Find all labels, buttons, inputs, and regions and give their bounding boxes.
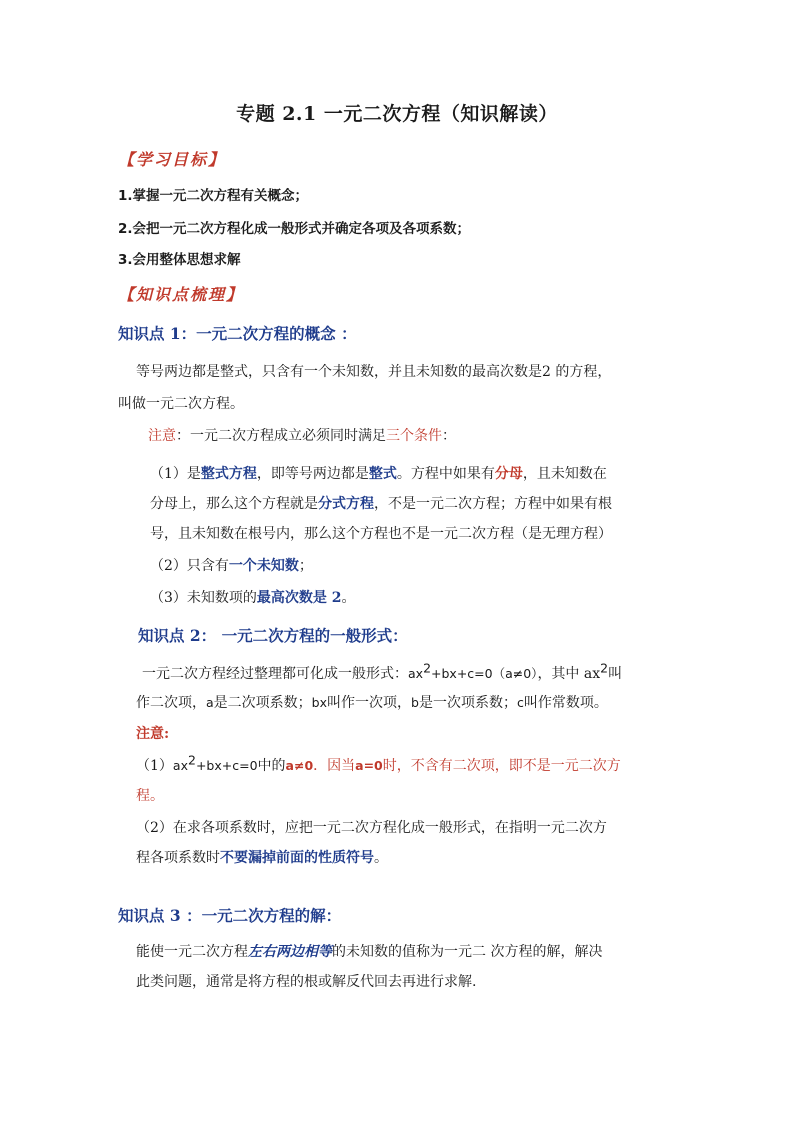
kp1-condition-1-line-1 — [150, 464, 710, 484]
c3-suffix: 。 — [341, 590, 356, 606]
kp2-n1-g: a=0 — [355, 758, 383, 773]
note-label: 注意 — [148, 428, 176, 444]
kp3-l1-c: 的未知数的值称为一元二 次方程的解，解决 — [332, 944, 603, 960]
kp2-l2-g: 是一次项系数； — [418, 695, 517, 711]
c1-text: ，即等号两边都是 — [256, 466, 369, 482]
kp2-n1-a: （1） — [136, 758, 173, 774]
c2-suffix: ； — [298, 558, 313, 574]
c1-text-5: ，不是一元二次方程；方程中如果有根 — [374, 496, 612, 512]
kp2-n2-d: 。 — [374, 850, 388, 866]
kp2-line-2 — [136, 693, 696, 713]
kp1-condition-3 — [150, 588, 710, 608]
kp2-note-label: 注意: — [136, 726, 170, 742]
kp2-text-2: ，其中 ax — [537, 666, 601, 682]
note-colon: ： — [442, 428, 456, 444]
c1-integral-equation: 整式方程 — [200, 466, 257, 482]
c3-prefix: （3）未知数项的 — [150, 590, 257, 606]
kp2-l2-c: 是二次项系数； — [213, 695, 312, 711]
kp1-note — [148, 426, 708, 446]
kp2-n2-b: 程各项系数时 — [136, 850, 220, 866]
kp2-l2-b: a — [206, 695, 214, 710]
kp2-n1-d: 中的 — [257, 758, 286, 774]
kp2-l2-i: 叫作常数项。 — [523, 695, 608, 711]
kp2-text: 一元二次方程经过整理都可化成一般形式： — [142, 666, 408, 682]
kp2-line-1 — [142, 660, 702, 684]
c1-text-4: 分母上，那么这个方程就是 — [150, 496, 318, 512]
kp2-note-2-line-1: （2）在求各项系数时，应把一元二次方程化成一般形式，在指明一元二次方 — [136, 820, 607, 836]
points-section-header: 【知识点梳理】 — [118, 285, 245, 304]
c1-integral: 整式 — [368, 466, 397, 482]
c1-prefix: （1）是 — [150, 466, 201, 482]
goal-item-2: 2.会把一元二次方程化成一般形式并确定各项及各项系数； — [118, 221, 471, 237]
kp2-l2-f: b — [411, 695, 419, 710]
kp2-n1-h: 时，不含有二次项，即不是一元二次方 — [382, 758, 621, 774]
c1-denominator: 分母 — [494, 466, 523, 482]
goal-item-3: 3.会用整体思想求解 — [118, 252, 241, 268]
c2-prefix: （2）只含有 — [150, 558, 229, 574]
kp2-text-3: 叫 — [608, 666, 623, 682]
kp2-note-1-line-2: 程。 — [136, 788, 164, 804]
kp2-exp-2: 2 — [600, 660, 609, 676]
kp2-n1-b: ax — [172, 758, 188, 773]
c1-fractional-equation: 分式方程 — [318, 496, 374, 512]
kp2-n1-e: a≠0 — [285, 758, 314, 773]
kp3-l1-a: 能使一元二次方程 — [136, 944, 248, 960]
c1-text-2: 。方程中如果有 — [396, 466, 495, 482]
kp2-formula-rest: +bx+c=0（a≠0） — [431, 666, 538, 681]
kp1-definition-line-2: 叫做一元二次方程。 — [118, 396, 244, 412]
goal-item-1: 1.掌握一元二次方程有关概念； — [118, 188, 309, 204]
kp2-n1-exp: 2 — [187, 752, 196, 768]
kp1-condition-1-line-2 — [150, 494, 710, 514]
kp2-n1-c: +bx+c=0 — [195, 758, 258, 773]
kp1-condition-1-line-3: 号，且未知数在根号内，那么这个方程也不是一元二次方程（是无理方程） — [150, 526, 612, 542]
kp1-heading: 知识点 1：一元二次方程的概念 ： — [118, 324, 357, 343]
kp2-l2-h: c — [516, 695, 524, 710]
kp3-line-2: 此类问题，通常是将方程的根或解反代回去再进行求解. — [136, 974, 477, 990]
three-conditions: 三个条件 — [386, 428, 442, 444]
kp1-definition-line-1: 等号两边都是整式，只含有一个未知数，并且未知数的最高次数是2 的方程， — [136, 364, 612, 380]
page-title: 专题 2.1 一元二次方程（知识解读） — [236, 103, 558, 125]
kp2-note-2-line-2 — [136, 848, 696, 868]
kp2-l2-d: bx — [311, 695, 328, 710]
kp2-n2-c: 不要漏掉前面的性质符号 — [220, 850, 374, 866]
kp1-condition-2 — [150, 556, 710, 576]
c3-highest-degree: 最高次数是 2 — [256, 590, 342, 606]
note-text: ：一元二次方程成立必须同时满足 — [176, 428, 386, 444]
kp2-formula-ax: ax — [408, 666, 424, 681]
c1-text-3: ，且未知数在 — [522, 466, 607, 482]
kp2-n1-f: ．因当 — [313, 758, 356, 774]
goals-section-header: 【学习目标】 — [118, 150, 227, 169]
c2-one-unknown: 一个未知数 — [228, 558, 299, 574]
kp2-l2-e: 叫作一次项， — [327, 695, 412, 711]
kp2-l2-a: 作二次项， — [136, 695, 206, 711]
kp2-formula-exp: 2 — [423, 660, 432, 676]
kp3-line-1 — [136, 942, 696, 962]
kp2-note-1-line-1 — [136, 752, 696, 776]
kp3-heading: 知识点 3 ：一元二次方程的解： — [118, 906, 342, 925]
kp3-both-sides-equal: 左右两边相等 — [248, 944, 332, 960]
kp2-heading: 知识点 2： 一元二次方程的一般形式： — [138, 626, 408, 645]
